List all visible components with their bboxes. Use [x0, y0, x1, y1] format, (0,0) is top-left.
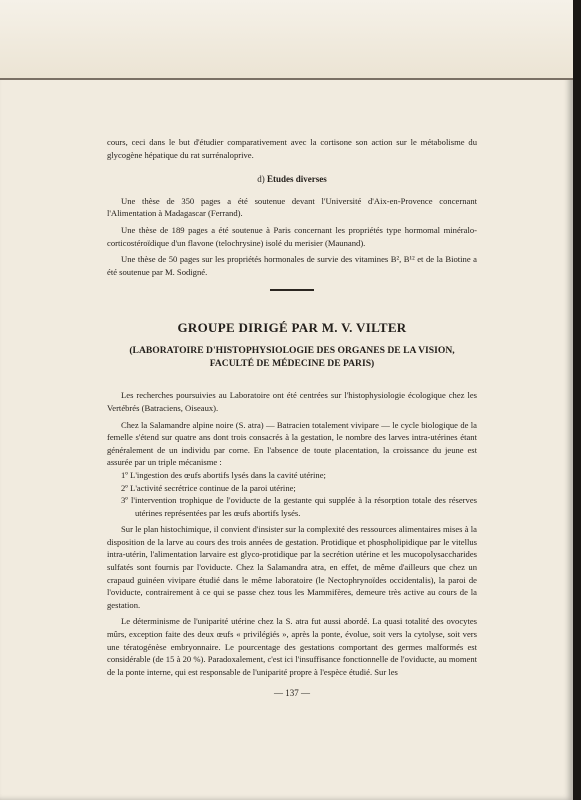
section-d-heading — [107, 173, 477, 186]
these-paragraph-3: Une thèse de 50 pages sur les propriétés hormonales de survie des vitamines B², B¹² et de la Biotine a été soutenue par M. Sodigné. — [107, 254, 477, 277]
page-number: — 137 — — [274, 688, 310, 699]
section-divider — [270, 289, 314, 291]
list-item: 3º l'intervention trophique de l'oviducte de la gestante qui supplée à la résorption totale des réserves utérines représentées par les œufs abortifs lysés. — [121, 495, 477, 518]
body-paragraph-1: Les recherches poursuivies au Laboratoire ont été centrées sur l'histophysiologie écologique chez les Vertébrés (Batraciens, Oiseaux). — [107, 390, 477, 413]
lab-title-line-2: FACULTÉ DE MÉDECINE DE PARIS) — [209, 358, 375, 370]
page-content — [107, 136, 477, 700]
list-item: 2º L'activité secrétrice continue de la paroi utérine; — [121, 482, 296, 493]
these-paragraph-2: Une thèse de 189 pages a été soutenue à Paris concernant les propriétés type hormomal minéralo-corticostéroïdique d'un flavone (telochrysine) isolé du merisier (Maunand). — [107, 224, 477, 248]
page-fold-line — [0, 78, 573, 80]
body-paragraph-2: Chez la Salamandre alpine noire (S. atra) — Batracien totalement vivipare — le cycle biologique de la femelle s'étend sur quatre ans dont trois consacrés à la gestation, le nombre des larves intra-utérines étant généralement de un individu par corne. En l'absence de toute placentation, la croissance du jeune est assurée par un triple mécanisme : — [107, 419, 477, 468]
group-title: GROUPE DIRIGÉ PAR M. V. VILTER — [177, 320, 407, 336]
lab-title — [107, 344, 477, 370]
section-d-label: d) — [257, 174, 265, 185]
list-item: 1º L'ingestion des œufs abortifs lysés dans la cavité utérine; — [121, 469, 326, 480]
previous-page-strip — [0, 0, 573, 78]
lab-title-line-1: (LABORATOIRE D'HISTOPHYSIOLOGIE DES ORGANES DE LA VISION, — [129, 345, 455, 357]
section-d-title: Etudes diverses — [266, 174, 327, 185]
body-paragraph-3: Sur le plan histochimique, il convient d'insister sur la complexité des ressources alimentaires mises à la disposition de la larve au cours des trois années de gestation. Protidique et phospholipidique par le vitellus intra-utérin, l'alimentation larvaire est glyco-protidique par la secrétion utérine et les mucopolysaccharides sulfatés sont fournis par l'oviducte. Chez la Salamandra atra, en effet, de même d'ailleurs que chez un crapaud guinéen vivipare étudié dans le même laboratoire (le Nectophrynoïdes occidentalis), la paroi de l'oviducte, contrairement à ce qui se passe chez tous les Mammifères, demeure très active au cours de la gestation. — [107, 524, 477, 610]
body-paragraph-4: Le déterminisme de l'uniparité utérine chez la S. atra fut aussi abordé. La quasi totalité des ovocytes mûrs, exception faite des deux œufs « privilégiés », après la ponte, évolue, soit vers la cytolyse, soit vers une tératogénèse embryonnaire. Le pourcentage des gestations comportant des germes malformés est considérable (de 15 à 20 %). Paradoxalement, c'est ici l'insuffisance fonctionnelle de l'oviducte, au moment de la ponte interne, qui est responsable de l'uniparité propre à l'espèce étudié. Sur les — [107, 616, 477, 677]
these-paragraph-1: Une thèse de 350 pages a été soutenue devant l'Université d'Aix-en-Provence concernant l'Alimentation à Madagascar (Ferrand). — [107, 195, 477, 219]
mechanism-list — [107, 469, 477, 519]
intro-paragraph: cours, ceci dans le but d'étudier comparativement avec la cortisone son action sur le métabolisme du glycogène hépatique du rat surrénaloprive. — [107, 137, 477, 160]
